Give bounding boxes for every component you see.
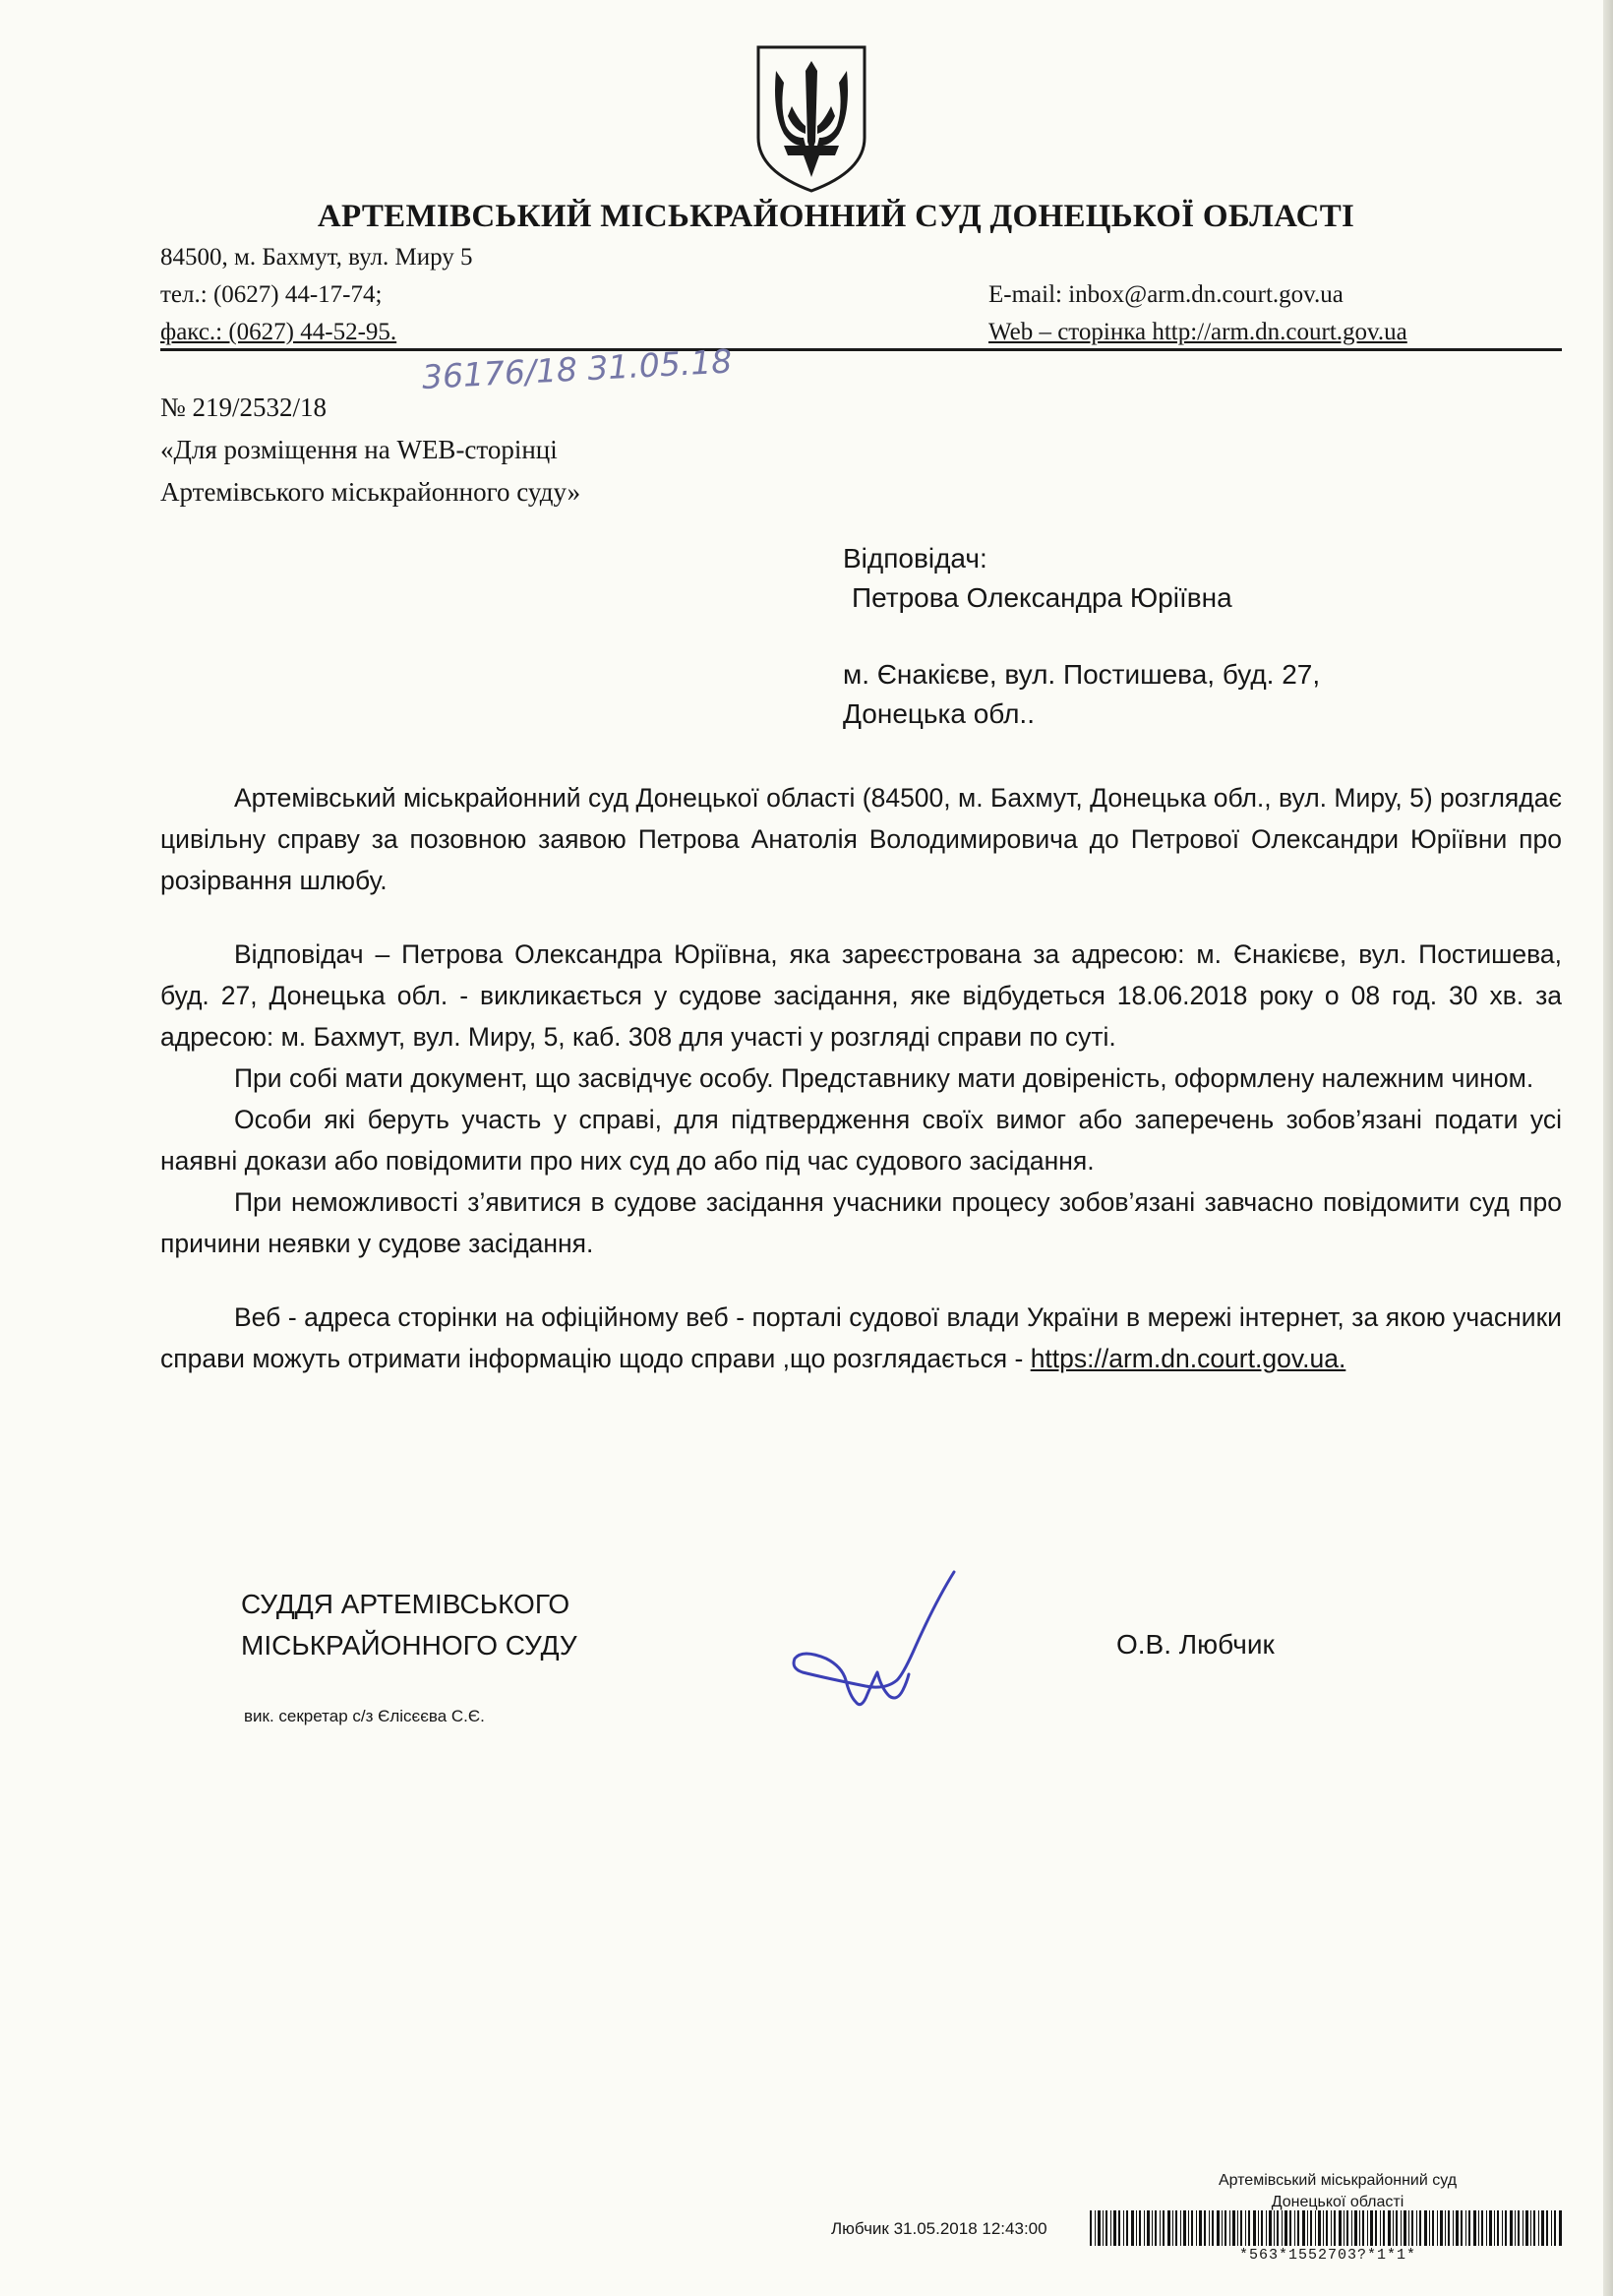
respondent-block (843, 539, 1320, 734)
page-edge (1603, 0, 1613, 2296)
stamp-signer-datetime: Любчик 31.05.2018 12:43:00 (831, 2219, 1047, 2238)
court-online-contacts (988, 276, 1407, 351)
purpose-line-1: «Для розміщення на WEB-сторінці (160, 435, 558, 464)
reference-block (160, 387, 580, 514)
judge-title (241, 1584, 577, 1666)
court-email: E-mail: inbox@arm.dn.court.gov.ua (988, 281, 1344, 308)
notice-body (160, 777, 1562, 1379)
stamp-court-line-2: Донецької області (1271, 2194, 1404, 2210)
electronic-stamp-court (1131, 2170, 1544, 2213)
paragraph-web (160, 1297, 1562, 1379)
court-contacts (160, 239, 473, 351)
judge-title-line-2: МІСЬКРАЙОННОГО СУДУ (241, 1630, 577, 1661)
handwritten-registration: 36176/18 31.05.18 (421, 341, 734, 396)
header-divider (160, 348, 1562, 351)
court-phone: тел.: (0627) 44-17-74; (160, 281, 383, 308)
trident-emblem-icon (754, 43, 868, 193)
judge-signature (787, 1564, 964, 1712)
respondent-label: Відповідач: (843, 543, 987, 574)
web-paragraph-text: Веб - адреса сторінки на офіційному веб - порталі судової влади України в мережі інтернет, за якою учасники справи можуть отримати інформацію щодо справи ,що розглядається - (160, 1302, 1562, 1373)
court-website-link[interactable]: https://arm.dn.court.gov.ua. (1030, 1344, 1346, 1373)
court-title: АРТЕМІВСЬКИЙ МІСЬКРАЙОННИЙ СУД ДОНЕЦЬКОЇ ОБЛАСТІ (317, 199, 1355, 234)
purpose-line-2: Артемівського міськрайонного суду» (160, 477, 581, 507)
barcode-text: *563*1552703?*1*1* (1239, 2247, 1417, 2264)
paragraph-evidence: Особи які беруть участь у справі, для підтвердження своїх вимог або заперечень зобов’язані подати усі наявні докази або повідомити про них суд до або під час судового засідання. (160, 1105, 1562, 1176)
court-web: Web – сторінка http://arm.dn.court.gov.ua (988, 319, 1407, 345)
respondent-name: Петрова Олександра Юріївна (852, 582, 1232, 613)
judge-title-line-1: СУДДЯ АРТЕМІВСЬКОГО (241, 1589, 570, 1619)
stamp-court-line-1: Артемівський міськрайонний суд (1218, 2172, 1458, 2189)
reference-number: № 219/2532/18 (160, 393, 328, 422)
respondent-address-1: м. Єнакієве, вул. Постишева, буд. 27, (843, 659, 1321, 690)
paragraph-absence: При неможливості з’явитися в судове засідання учасники процесу зобов’язані завчасно повідомити суд про причини неявки у судове засідання. (160, 1187, 1562, 1258)
judge-name: О.В. Любчик (1116, 1629, 1275, 1660)
court-address: 84500, м. Бахмут, вул. Миру 5 (160, 244, 473, 271)
respondent-address-2: Донецька обл.. (843, 698, 1035, 729)
secretary-note: вик. секретар с/з Єлісєєва С.Є. (244, 1707, 485, 1725)
paragraph-summons: Відповідач – Петрова Олександра Юріївна, яка зареєстрована за адресою: м. Єнакієве, вул. Постишева, буд. 27, Донецька обл. - викликається у судове засідання, яке відбудеться 18.06.2018 року о 08 год. 30 хв. за адресою: м. Бахмут, вул. Миру, 5, каб. 308 для участі у розгляді справи по суті. (160, 939, 1562, 1052)
paragraph-documents: При собі мати документ, що засвідчує особу. Представнику мати довіреність, оформлену належним чином. (234, 1063, 1534, 1093)
court-fax: факс.: (0627) 44-52-95. (160, 319, 397, 345)
barcode-icon (1090, 2210, 1564, 2246)
paragraph-case: Артемівський міськрайонний суд Донецької області (84500, м. Бахмут, Донецька обл., вул. Миру, 5) розглядає цивільну справу за позовною заявою Петрова Анатолія Володимировича до Петрової Олександри Юріївни про розірвання шлюбу. (160, 783, 1562, 895)
